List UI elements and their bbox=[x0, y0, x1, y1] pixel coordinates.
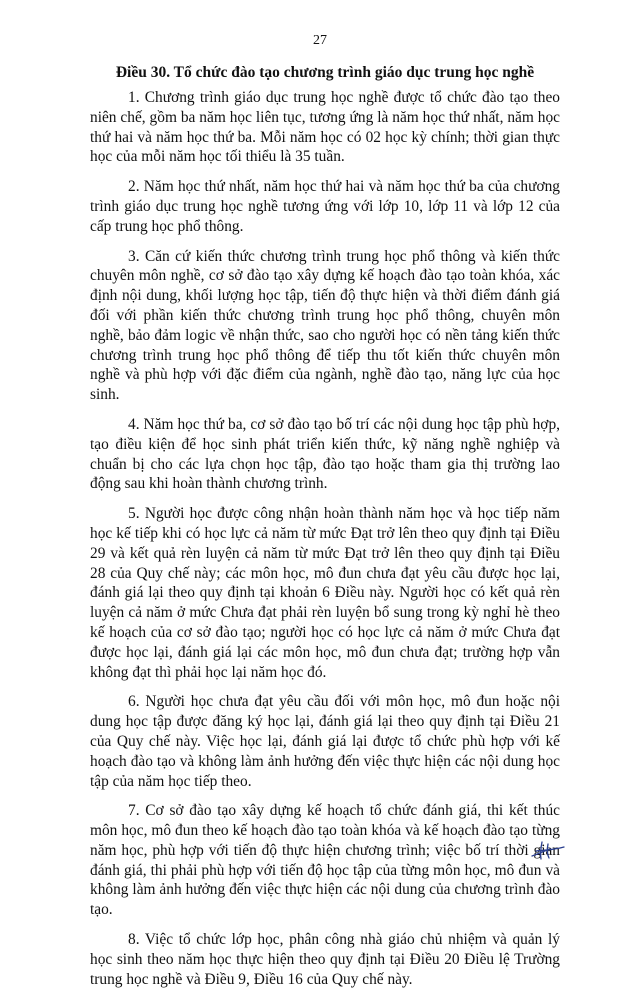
paragraph-7: 7. Cơ sở đào tạo xây dựng kế hoạch tổ chức đánh giá, thi kết thúc môn học, mô đun theo kế hoạch đào tạo toàn khóa và kế hoạch đào tạo từng năm học, phù hợp với tiến độ thực hiện chương trình; việc bố trí thời gian đánh giá, thi phải phù hợp với tiến độ học tập của từng môn học, mô đun và không làm ảnh hưởng đến việc thực hiện các nội dung của chương trình đào tạo. bbox=[90, 802, 560, 919]
article-title: Điều 30. Tổ chức đào tạo chương trình giáo dục trung học nghề bbox=[115, 64, 535, 81]
paragraph-2: 2. Năm học thứ nhất, năm học thứ hai và năm học thứ ba của chương trình giáo dục trung học nghề tương ứng với lớp 10, lớp 11 và lớp 12 của cấp trung học phổ thông. bbox=[90, 178, 560, 235]
paragraph-6: 6. Người học chưa đạt yêu cầu đối với môn học, mô đun hoặc nội dung học tập được đăng ký học lại, đánh giá lại theo quy định tại Điều 21 của Quy chế này. Việc học lại, đánh giá lại được tổ chức phù hợp với kế hoạch đào tạo và không làm ảnh hưởng đến việc thực hiện các nội dung học tập của năm học tiếp theo. bbox=[90, 693, 560, 790]
paragraph-4: 4. Năm học thứ ba, cơ sở đào tạo bố trí các nội dung học tập phù hợp, tạo điều kiện để học sinh phát triển kiến thức, kỹ năng nghề nghiệp và chuẩn bị cho các lựa chọn học tập, đào tạo hoặc tham gia thị trường lao động sau khi hoàn thành chương trình. bbox=[90, 415, 560, 493]
paragraph-3: 3. Căn cứ kiến thức chương trình trung học phổ thông và kiến thức chuyên môn nghề, cơ sở đào tạo xây dựng kế hoạch đào tạo toàn khóa, xác định nội dung, khối lượng học tập, tiến độ thực hiện và thời điểm đánh giá đối với phần kiến thức chương trình trung học phổ thông, chuyên môn nghề, bảo đảm logic về nhận thức, sao cho người học có nền tảng kiến thức chương trình trung học phổ thông để tiếp thu tốt kiến thức chuyên môn nghề và phù hợp với đặc điểm của ngành, nghề đào tạo, năng lực của học sinh. bbox=[90, 247, 560, 404]
page-number: 27 bbox=[313, 33, 327, 48]
paragraph-5: 5. Người học được công nhận hoàn thành năm học và học tiếp năm học kế tiếp khi có học lực cả năm từ mức Đạt trở lên theo quy định tại Điều 29 và kết quả rèn luyện cả năm từ mức Đạt trở lên theo quy định tại Điều 28 của Quy chế này; các môn học, mô đun chưa đạt yêu cầu được học lại, đánh giá lại theo quy định tại khoản 6 Điều này. Người học có kết quả rèn luyện cả năm ở mức Chưa đạt phải rèn luyện bổ sung trong kỳ nghỉ hè theo kế hoạch của cơ sở đào tạo; người học có học lực cả năm ở mức Chưa đạt được học lại, đánh giá lại các môn học, mô đun chưa đạt; trường hợp vẫn không đạt thì phải học lại năm học đó. bbox=[90, 505, 560, 681]
paragraph-8: 8. Việc tổ chức lớp học, phân công nhà giáo chủ nhiệm và quản lý học sinh theo năm học thực hiện theo quy định tại Điều 20 Điều lệ Trường trung học nghề và Điều 9, Điều 16 của Quy chế này. bbox=[90, 931, 560, 988]
paragraph-1: 1. Chương trình giáo dục trung học nghề được tổ chức đào tạo theo niên chế, gồm ba năm học liên tục, tương ứng là năm học thứ nhất, năm học thứ hai và năm học thứ ba. Mỗi năm học có 02 học kỳ chính; thời gian thực học của mỗi năm học tối thiểu là 35 tuần. bbox=[90, 89, 560, 166]
handwritten-initial-signature bbox=[528, 838, 568, 862]
article-body bbox=[90, 88, 560, 999]
